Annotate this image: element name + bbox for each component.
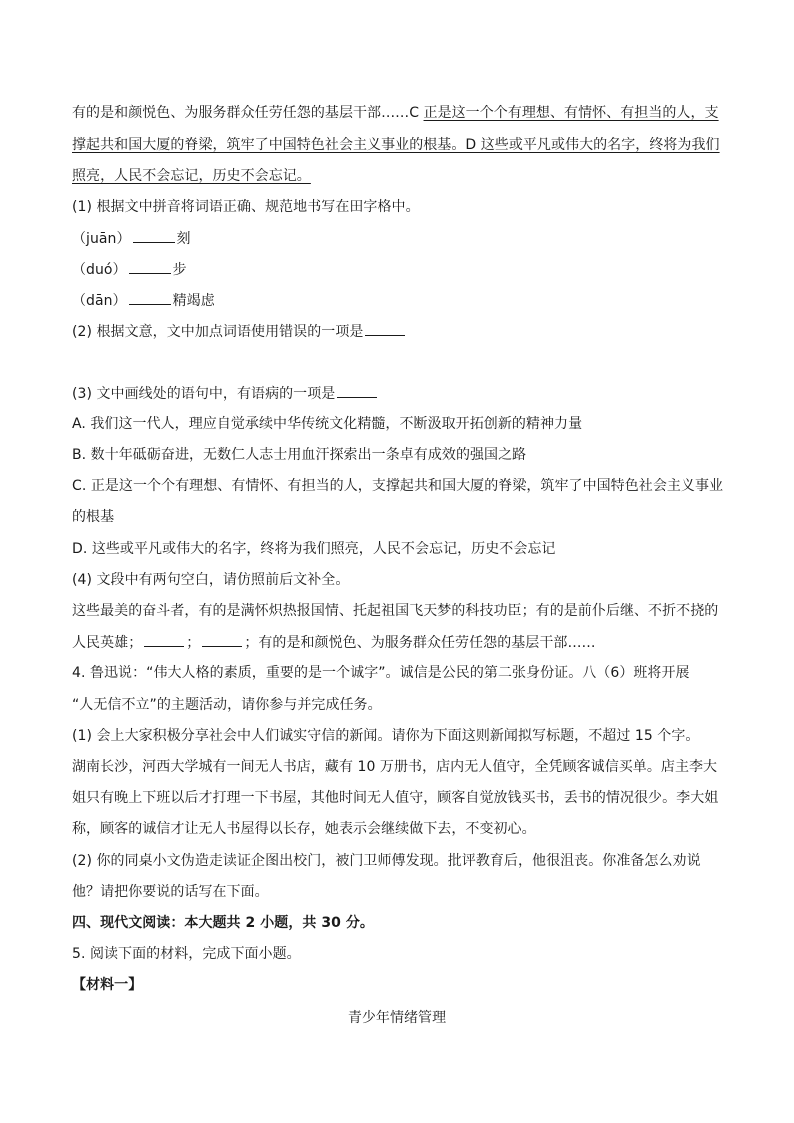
item4-subquestion-2-line-2: 他？请把你要说的话写在下面。 (72, 884, 269, 900)
q3-option-a[interactable]: A. 我们这一代人，理应自觉承续中华传统文化精髓，不断汲取开拓创新的精神力量 (72, 416, 583, 432)
q1-item-1-suffix: 刻 (176, 231, 191, 247)
news-line-2: 姐只有晚上下班以后才打理一下书屋，其他时间无人值守，顾客自觉放钱买书，丢书的情况很少。李大姐 (72, 790, 719, 806)
q4-blank-2[interactable] (202, 632, 242, 647)
passage-line-1 (72, 103, 728, 123)
q4-line-2 (72, 632, 728, 653)
passage-line-2: 撑起共和国大厦的脊梁，筑牢了中国特色社会主义事业的根基。D 这些或平凡或伟大的名字，终将为我们 (72, 137, 720, 153)
item4-line-1: 4. 鲁迅说：“伟大人格的素质，重要的是一个诚字”。诚信是公民的第二张身份证。八（6）班将开展 (72, 665, 690, 681)
q1-item-1-blank[interactable] (133, 228, 175, 243)
q2-stem-text: (2) 根据文意，文中加点词语使用错误的一项是 (72, 324, 364, 340)
item5-stem: 5. 阅读下面的材料，完成下面小题。 (72, 946, 301, 962)
q1-item-3-suffix: 精竭虑 (172, 293, 215, 309)
q3-option-c-line-2: 的根基 (72, 509, 115, 525)
q2-stem (72, 321, 728, 342)
news-line-3: 称，顾客的诚信才让无人书屋得以长存，她表示会继续做下去，不变初心。 (72, 821, 536, 837)
q3-option-c-line-1[interactable]: C. 正是这一个个有理想、有情怀、有担当的人，支撑起共和国大厦的脊梁，筑牢了中国特色社会主义事业 (72, 478, 724, 494)
q3-stem (72, 383, 728, 404)
q1-item-2-suffix: 步 (172, 262, 187, 278)
news-line-1: 湖南长沙，河西大学城有一间无人书店，藏有 10 万册书，店内无人值守，全凭顾客诚信买单。店主李大 (72, 759, 718, 775)
q3-stem-text: (3) 文中画线处的语句中，有语病的一项是 (72, 386, 336, 402)
article-title: 青少年情绪管理 (347, 1010, 447, 1026)
q1-item-2-pinyin: （duó） (72, 262, 127, 278)
material-1-label: 【材料一】 (72, 977, 143, 993)
q1-stem: (1) 根据文中拼音将词语正确、规范地书写在田字格中。 (72, 199, 420, 215)
q2-answer-blank[interactable] (365, 321, 405, 336)
passage-line-3-underlined: 照亮，人民不会忘记，历史不会忘记。 (72, 168, 311, 184)
q3-option-b[interactable]: B. 数十年砥砺奋进，无数仁人志士用血汗探索出一条卓有成效的强国之路 (72, 447, 527, 463)
q1-item-2-blank[interactable] (129, 259, 171, 274)
q1-item-2 (72, 259, 728, 280)
q1-item-3-blank[interactable] (129, 290, 171, 305)
q4-separator: ； (186, 635, 201, 651)
q1-item-3-pinyin: （dān） (72, 293, 127, 309)
item4-subquestion-2-line-1: (2) 你的同桌小文伪造走读证企图出校门，被门卫师傅发现。批评教育后，他很沮丧。你准备怎么劝说 (72, 853, 701, 869)
q4-line-2-start: 人民英雄； (72, 635, 143, 651)
passage-line-1-underlined: 正是这一个个有理想、有情怀、有担当的人，支 (423, 105, 719, 121)
item4-subquestion-1: (1) 会上大家积极分享社会中人们诚实守信的新闻。请你为下面这则新闻拟写标题，不超过 15 个字。 (72, 728, 700, 744)
q4-stem: (4) 文段中有两句空白，请仿照前后文补全。 (72, 572, 350, 588)
section-4-heading: 四、现代文阅读：本大题共 2 小题，共 30 分。 (72, 915, 374, 931)
passage-line-1-plain: 有的是和颜悦色、为服务群众任劳任怨的基层干部……C (72, 105, 424, 121)
q1-item-1-pinyin: （juān） (72, 231, 131, 247)
q1-item-3 (72, 290, 728, 311)
q4-line-1: 这些最美的奋斗者，有的是满怀炽热报国情、托起祖国飞天梦的科技功臣；有的是前仆后继、不折不挠的 (72, 603, 719, 619)
q3-answer-blank[interactable] (337, 383, 377, 398)
q4-line-2-end: ；有的是和颜悦色、为服务群众任劳任怨的基层干部…… (244, 635, 596, 651)
q4-blank-1[interactable] (144, 632, 184, 647)
passage-line-3 (72, 166, 728, 186)
q3-option-d[interactable]: D. 这些或平凡或伟大的名字，终将为我们照亮，人民不会忘记，历史不会忘记 (72, 541, 556, 557)
item4-line-2: “人无信不立”的主题活动，请你参与并完成任务。 (72, 697, 382, 713)
q1-item-1 (72, 228, 728, 249)
